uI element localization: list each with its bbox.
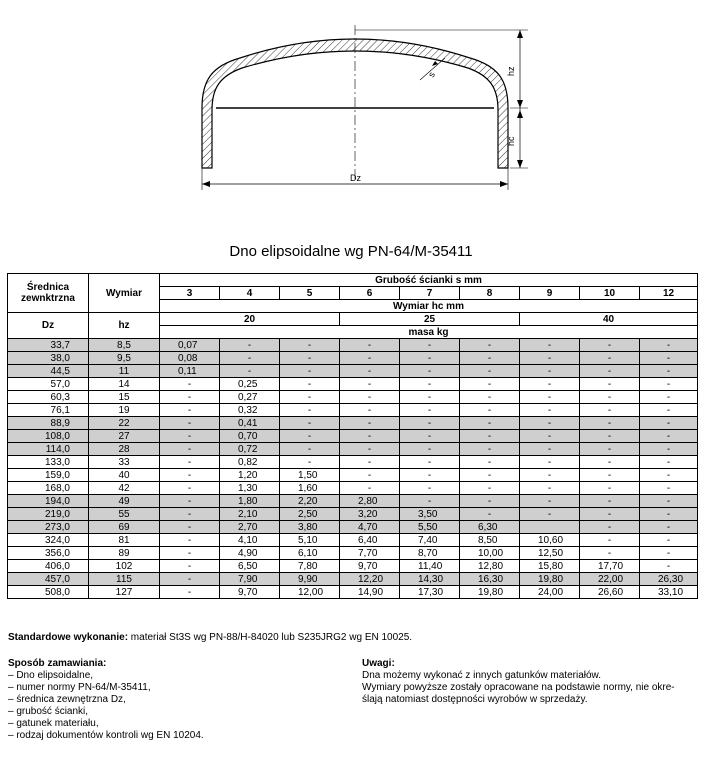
cell-mass: - [340, 443, 400, 456]
cell-mass: - [520, 365, 580, 378]
cell-mass: - [640, 560, 698, 573]
cell-dz: 44,5 [8, 365, 89, 378]
cell-mass: - [160, 404, 220, 417]
cell-dz: 273,0 [8, 521, 89, 534]
cell-mass: - [580, 534, 640, 547]
table-row [8, 482, 698, 495]
table-row [8, 469, 698, 482]
cell-mass: 19,80 [520, 573, 580, 586]
cell-mass: 6,50 [220, 560, 280, 573]
cell-mass: 7,90 [220, 573, 280, 586]
cell-mass: - [640, 417, 698, 430]
table-row [8, 339, 698, 352]
cell-mass: 22,00 [580, 573, 640, 586]
table-row [8, 417, 698, 430]
cell-mass: 24,00 [520, 586, 580, 599]
cell-mass: - [280, 443, 340, 456]
cell-hz: 28 [89, 443, 160, 456]
hc-dimension [517, 108, 523, 168]
cell-mass: 17,70 [580, 560, 640, 573]
header-dimension: Wymiar [89, 274, 160, 313]
cell-mass: - [580, 365, 640, 378]
ordering-item: – Dno elipsoidalne, [8, 670, 94, 681]
cell-mass: - [400, 404, 460, 417]
cell-mass: - [520, 469, 580, 482]
ordering-section [8, 658, 348, 742]
cell-hz: 81 [89, 534, 160, 547]
cell-mass: - [640, 443, 698, 456]
cell-mass: - [460, 456, 520, 469]
cell-mass: 2,80 [340, 495, 400, 508]
cell-hz: 55 [89, 508, 160, 521]
notes-section [362, 658, 698, 706]
cell-hz: 127 [89, 586, 160, 599]
cell-mass: - [640, 482, 698, 495]
cell-mass: - [520, 495, 580, 508]
cell-dz: 406,0 [8, 560, 89, 573]
cell-mass: 2,50 [280, 508, 340, 521]
cell-mass: - [160, 573, 220, 586]
cell-mass: - [580, 391, 640, 404]
cell-dz: 194,0 [8, 495, 89, 508]
cell-mass: - [280, 352, 340, 365]
table-row [8, 352, 698, 365]
cell-mass: 14,30 [400, 573, 460, 586]
cell-mass: - [580, 495, 640, 508]
table-row [8, 365, 698, 378]
cell-mass: - [160, 586, 220, 599]
cell-mass: - [460, 417, 520, 430]
cell-mass: - [640, 378, 698, 391]
hc-group: 20 [160, 313, 340, 326]
cell-mass: - [400, 456, 460, 469]
table-row [8, 430, 698, 443]
cell-mass: 4,90 [220, 547, 280, 560]
ordering-item: – gatunek materiału, [8, 718, 99, 729]
cell-mass: - [400, 417, 460, 430]
cell-dz: 457,0 [8, 573, 89, 586]
cell-mass: - [460, 482, 520, 495]
ordering-item: – numer normy PN-64/M-35411, [8, 682, 151, 693]
cell-dz: 133,0 [8, 456, 89, 469]
cell-mass: 0,27 [220, 391, 280, 404]
cell-mass: - [580, 378, 640, 391]
label-hc: hc [506, 136, 516, 146]
page-title: Dno elipsoidalne wg PN-64/M-35411 [229, 243, 473, 260]
cell-dz: 168,0 [8, 482, 89, 495]
cell-mass: - [160, 378, 220, 391]
table-row [8, 391, 698, 404]
cell-dz: 33,7 [8, 339, 89, 352]
cell-mass: - [640, 508, 698, 521]
dimensions-table [7, 273, 698, 599]
thickness-value: 4 [220, 287, 280, 300]
cell-dz: 60,3 [8, 391, 89, 404]
cell-mass: - [640, 391, 698, 404]
cell-mass: - [160, 495, 220, 508]
cell-mass: 8,70 [400, 547, 460, 560]
cell-mass: - [340, 378, 400, 391]
cell-mass: - [460, 352, 520, 365]
cell-mass: 33,10 [640, 586, 698, 599]
cell-mass: - [520, 456, 580, 469]
cell-hz: 14 [89, 378, 160, 391]
cell-mass: 0,70 [220, 430, 280, 443]
cell-mass: 11,40 [400, 560, 460, 573]
table-row [8, 560, 698, 573]
notes-line: Dna możemy wykonać z innych gatunków materiałów. [362, 670, 601, 681]
cell-mass: 0,82 [220, 456, 280, 469]
cell-mass: - [400, 443, 460, 456]
ordering-item: – rodzaj dokumentów kontroli wg EN 10204. [8, 730, 204, 741]
cell-hz: 40 [89, 469, 160, 482]
cell-dz: 159,0 [8, 469, 89, 482]
label-dz: Dz [350, 173, 361, 183]
cell-mass: - [520, 391, 580, 404]
cell-mass: - [520, 352, 580, 365]
cell-mass: 3,80 [280, 521, 340, 534]
cell-mass: 5,50 [400, 521, 460, 534]
notes-line: ślają natomiast dostępności wyrobów w sprzedaży. [362, 694, 588, 705]
cell-dz: 508,0 [8, 586, 89, 599]
cell-mass: - [160, 521, 220, 534]
cell-mass: - [640, 534, 698, 547]
notes-line: Wymiary powyższe zostały opracowane na podstawie normy, nie okre- [362, 682, 675, 693]
cell-mass: 7,70 [340, 547, 400, 560]
cell-mass: 1,30 [220, 482, 280, 495]
cell-dz: 76,1 [8, 404, 89, 417]
cell-mass: - [280, 417, 340, 430]
cell-mass: - [340, 391, 400, 404]
cell-hz: 33 [89, 456, 160, 469]
cell-mass: - [520, 417, 580, 430]
table-row [8, 378, 698, 391]
cell-mass: 0,32 [220, 404, 280, 417]
cell-mass: 1,50 [280, 469, 340, 482]
cell-mass: 12,20 [340, 573, 400, 586]
cell-mass: - [280, 378, 340, 391]
cell-hz: 69 [89, 521, 160, 534]
cell-mass: - [460, 469, 520, 482]
cell-mass: - [340, 417, 400, 430]
cell-mass: 0,11 [160, 365, 220, 378]
cell-hz: 89 [89, 547, 160, 560]
header-row-hc-groups [8, 313, 698, 326]
cell-mass: - [220, 352, 280, 365]
cell-mass: - [460, 430, 520, 443]
thickness-value: 7 [400, 287, 460, 300]
cell-mass: - [580, 508, 640, 521]
cell-mass: 12,80 [460, 560, 520, 573]
cell-hz: 102 [89, 560, 160, 573]
cell-mass: 7,80 [280, 560, 340, 573]
cell-mass: - [160, 508, 220, 521]
thickness-value: 12 [640, 287, 698, 300]
cell-mass: - [160, 456, 220, 469]
cell-mass: 26,30 [640, 573, 698, 586]
cell-mass: - [340, 404, 400, 417]
cell-mass: - [580, 443, 640, 456]
thickness-value: 10 [580, 287, 640, 300]
cell-mass: - [340, 469, 400, 482]
thickness-value: 6 [340, 287, 400, 300]
cell-mass: - [520, 443, 580, 456]
cell-mass: - [460, 378, 520, 391]
cell-mass: 1,80 [220, 495, 280, 508]
cell-mass: 0,25 [220, 378, 280, 391]
cell-mass: - [580, 469, 640, 482]
cell-mass: - [580, 521, 640, 534]
cell-mass: - [160, 417, 220, 430]
cell-mass: 0,72 [220, 443, 280, 456]
cell-mass: - [220, 339, 280, 352]
cell-mass: - [400, 469, 460, 482]
cell-mass: - [160, 391, 220, 404]
cell-mass: - [460, 339, 520, 352]
cell-mass: 7,40 [400, 534, 460, 547]
cell-mass: - [520, 508, 580, 521]
cell-mass: - [580, 547, 640, 560]
cell-mass: - [400, 352, 460, 365]
cell-hz: 8,5 [89, 339, 160, 352]
cell-mass: - [520, 339, 580, 352]
cell-mass: - [520, 378, 580, 391]
cell-mass: - [640, 547, 698, 560]
cell-mass: 4,70 [340, 521, 400, 534]
hc-group: 25 [340, 313, 520, 326]
cell-mass: - [580, 352, 640, 365]
cell-mass: - [280, 404, 340, 417]
header-mass: masa kg [160, 326, 698, 339]
table-row [8, 547, 698, 560]
cell-mass: 2,10 [220, 508, 280, 521]
cell-mass: 2,20 [280, 495, 340, 508]
ordering-item: – grubość ścianki, [8, 706, 89, 717]
cell-hz: 22 [89, 417, 160, 430]
head-cross-section-drawing [0, 0, 702, 230]
cell-mass: 19,80 [460, 586, 520, 599]
cell-dz: 324,0 [8, 534, 89, 547]
cell-mass: 26,60 [580, 586, 640, 599]
cell-mass: - [220, 365, 280, 378]
cell-mass: - [640, 352, 698, 365]
cell-mass: - [640, 469, 698, 482]
cell-mass: - [460, 391, 520, 404]
cell-mass: - [400, 339, 460, 352]
thickness-value: 5 [280, 287, 340, 300]
cell-mass: 6,10 [280, 547, 340, 560]
cell-mass: - [640, 339, 698, 352]
standard-execution [8, 632, 698, 644]
cell-hz: 49 [89, 495, 160, 508]
cell-hz: 11 [89, 365, 160, 378]
cell-mass: - [340, 430, 400, 443]
table-row [8, 443, 698, 456]
cell-mass [520, 521, 580, 534]
notes-heading: Uwagi: [362, 658, 395, 669]
cell-mass: - [160, 469, 220, 482]
cell-mass: - [460, 443, 520, 456]
header-row-1 [8, 274, 698, 287]
cell-dz: 57,0 [8, 378, 89, 391]
cell-mass: 6,30 [460, 521, 520, 534]
cell-mass: - [340, 456, 400, 469]
cell-mass: - [460, 495, 520, 508]
cell-mass: 0,08 [160, 352, 220, 365]
cell-mass: 9,90 [280, 573, 340, 586]
header-dz: Dz [8, 313, 89, 339]
cell-mass: - [400, 378, 460, 391]
cell-mass: 12,50 [520, 547, 580, 560]
table-row [8, 521, 698, 534]
header-diameter: Średnica zewnktrzna [8, 274, 89, 313]
header-thickness: Grubość ścianki s mm [160, 274, 698, 287]
table-body [8, 339, 698, 599]
cell-mass: - [280, 365, 340, 378]
cell-mass: 6,40 [340, 534, 400, 547]
cell-mass: 9,70 [340, 560, 400, 573]
cell-mass: - [580, 482, 640, 495]
cell-mass: - [520, 404, 580, 417]
cell-dz: 108,0 [8, 430, 89, 443]
header-hz: hz [89, 313, 160, 339]
cell-mass: - [520, 430, 580, 443]
cell-mass: - [160, 443, 220, 456]
cell-dz: 114,0 [8, 443, 89, 456]
cell-mass: - [160, 534, 220, 547]
cell-mass: 1,20 [220, 469, 280, 482]
label-hz: hz [506, 66, 516, 76]
cell-mass: 16,30 [460, 573, 520, 586]
cell-mass: 14,90 [340, 586, 400, 599]
cell-hz: 115 [89, 573, 160, 586]
cell-hz: 27 [89, 430, 160, 443]
cell-mass: - [340, 482, 400, 495]
thickness-value: 9 [520, 287, 580, 300]
cell-mass: - [640, 495, 698, 508]
cell-mass: - [580, 404, 640, 417]
table-row [8, 495, 698, 508]
cell-mass: - [640, 365, 698, 378]
cell-mass: - [340, 365, 400, 378]
cell-mass: 17,30 [400, 586, 460, 599]
cell-mass: 3,20 [340, 508, 400, 521]
cell-dz: 219,0 [8, 508, 89, 521]
thickness-value: 3 [160, 287, 220, 300]
table-row [8, 573, 698, 586]
cell-dz: 88,9 [8, 417, 89, 430]
cell-hz: 9,5 [89, 352, 160, 365]
cell-mass: - [400, 482, 460, 495]
cell-mass: - [580, 417, 640, 430]
table-row [8, 404, 698, 417]
ordering-item: – średnica zewnętrzna Dz, [8, 694, 126, 705]
cell-mass: 10,00 [460, 547, 520, 560]
standard-text: materiał St3S wg PN-88/H-84020 lub S235JRG2 wg EN 10025. [128, 632, 413, 643]
cell-mass: - [280, 430, 340, 443]
cell-dz: 38,0 [8, 352, 89, 365]
hc-group: 40 [520, 313, 698, 326]
cell-hz: 19 [89, 404, 160, 417]
cell-mass: 9,70 [220, 586, 280, 599]
hz-dimension [517, 30, 523, 108]
cell-mass: 10,60 [520, 534, 580, 547]
cell-mass: - [460, 508, 520, 521]
cell-mass: - [640, 404, 698, 417]
cell-mass: - [160, 547, 220, 560]
table-row [8, 508, 698, 521]
cell-mass: - [400, 391, 460, 404]
cell-mass: 8,50 [460, 534, 520, 547]
standard-label: Standardowe wykonanie: [8, 632, 129, 643]
label-s: s [426, 70, 437, 79]
table-row [8, 586, 698, 599]
cell-mass: - [580, 430, 640, 443]
cell-mass: 0,07 [160, 339, 220, 352]
cell-mass: - [280, 456, 340, 469]
cell-mass: - [160, 482, 220, 495]
cell-mass: - [400, 365, 460, 378]
cell-mass: - [580, 456, 640, 469]
cell-mass: - [160, 560, 220, 573]
cell-mass: 1,60 [280, 482, 340, 495]
cell-mass: - [340, 339, 400, 352]
table-row [8, 456, 698, 469]
cell-hz: 42 [89, 482, 160, 495]
cell-mass: 5,10 [280, 534, 340, 547]
thickness-value: 8 [460, 287, 520, 300]
cell-hz: 15 [89, 391, 160, 404]
cell-mass: 3,50 [400, 508, 460, 521]
cell-mass: - [460, 365, 520, 378]
cell-mass: 4,10 [220, 534, 280, 547]
cell-mass: 12,00 [280, 586, 340, 599]
cell-mass: - [400, 495, 460, 508]
cell-mass: 15,80 [520, 560, 580, 573]
cell-mass: 0,41 [220, 417, 280, 430]
ordering-heading: Sposób zamawiania: [8, 658, 107, 669]
cell-mass: - [400, 430, 460, 443]
cell-mass: - [580, 339, 640, 352]
table-row [8, 534, 698, 547]
cell-mass: - [160, 430, 220, 443]
cell-mass: - [340, 352, 400, 365]
cell-dz: 356,0 [8, 547, 89, 560]
cell-mass: - [640, 430, 698, 443]
cell-mass: - [640, 521, 698, 534]
cell-mass: - [640, 456, 698, 469]
cell-mass: 2,70 [220, 521, 280, 534]
cell-mass: - [280, 339, 340, 352]
cell-mass: - [280, 391, 340, 404]
cell-mass: - [520, 482, 580, 495]
header-hc: Wymiar hc mm [160, 300, 698, 313]
cell-mass: - [460, 404, 520, 417]
